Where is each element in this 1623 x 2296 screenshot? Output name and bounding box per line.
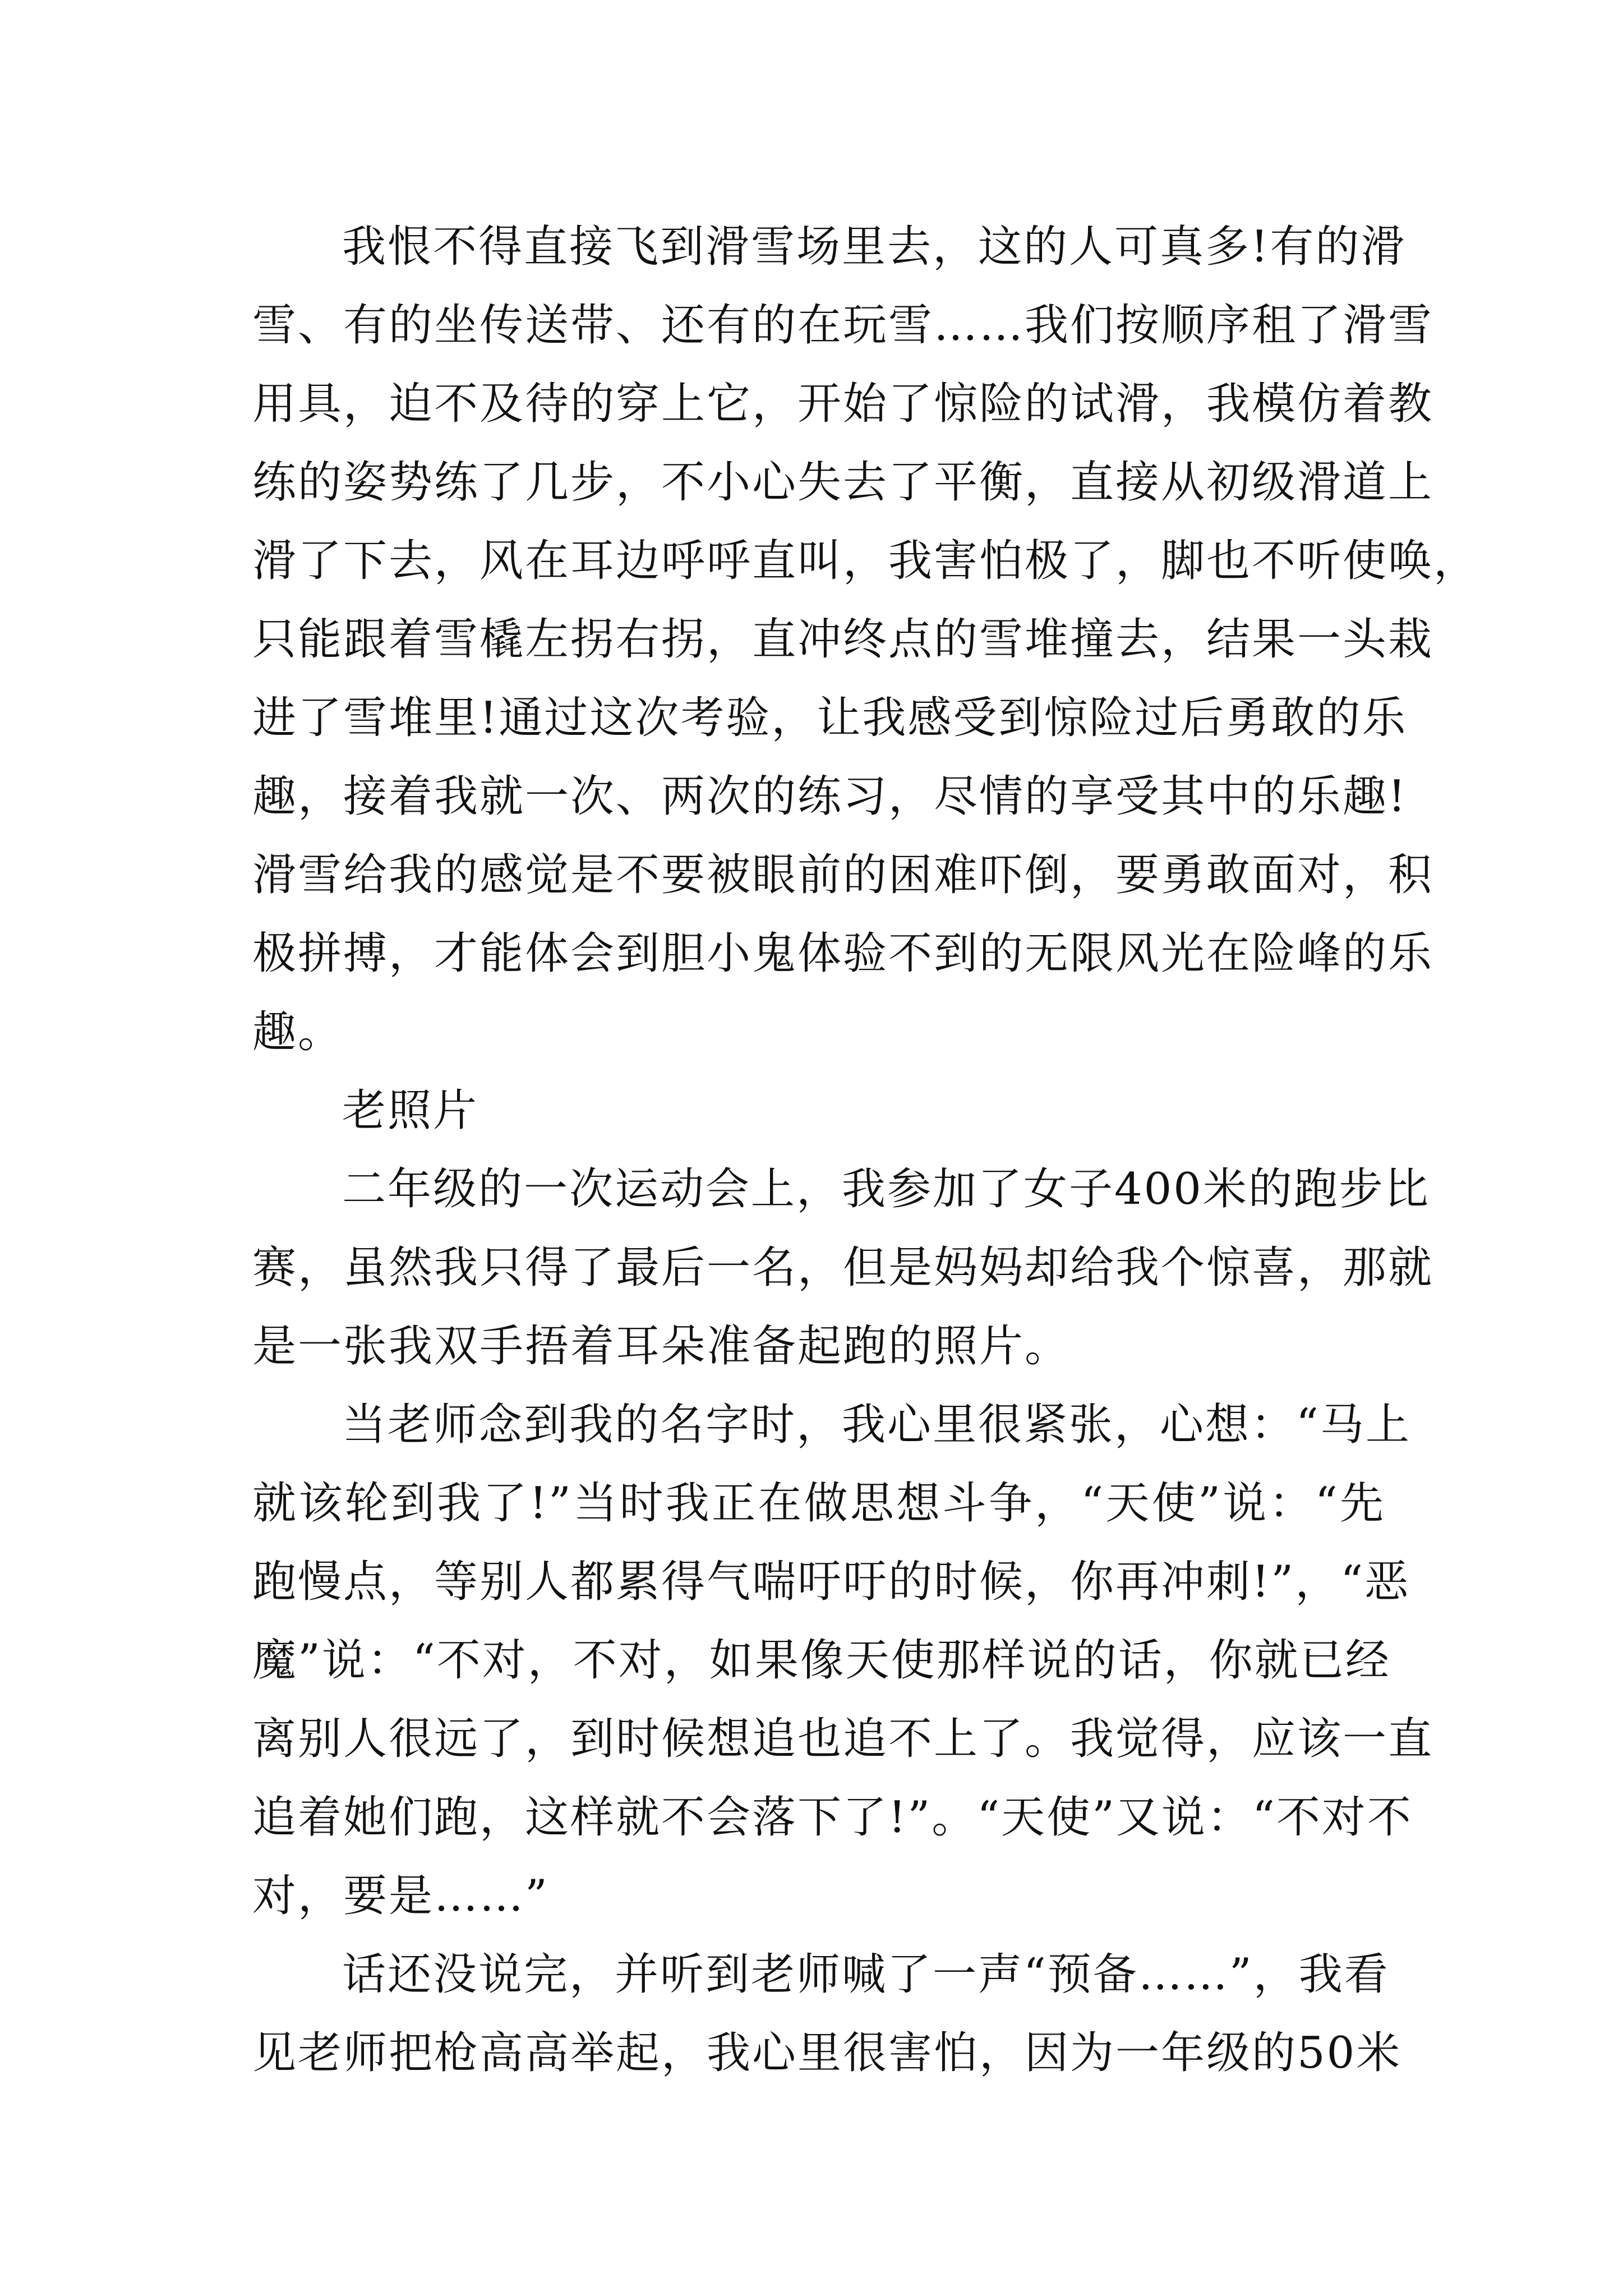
text-line: 是一张我双手捂着耳朵准备起跑的照片。 bbox=[252, 1321, 1071, 1372]
text-line: 进了雪堆里!通过这次考验，让我感受到惊险过后勇敢的乐 bbox=[252, 693, 1408, 743]
text-line: 跑慢点，等别人都累得气喘吁吁的时候，你再冲刺!”，“恶 bbox=[252, 1557, 1410, 1607]
text-line: 趣，接着我就一次、两次的练习，尽情的享受其中的乐趣! bbox=[252, 771, 1408, 822]
section-title: 老照片 bbox=[342, 1085, 479, 1136]
text-line: 练的姿势练了几步，不小心失去了平衡，直接从初级滑道上 bbox=[252, 457, 1434, 508]
text-line: 我恨不得直接飞到滑雪场里去，这的人可真多!有的滑 bbox=[342, 222, 1407, 272]
text-line: 魔”说：“不对，不对，如果像天使那样说的话，你就已经 bbox=[252, 1635, 1391, 1686]
text-line: 离别人很远了，到时候想追也追不上了。我觉得，应该一直 bbox=[252, 1714, 1434, 1764]
text-line: 用具，迫不及待的穿上它，开始了惊险的试滑，我模仿着教 bbox=[252, 379, 1434, 429]
text-line: 雪、有的坐传送带、还有的在玩雪……我们按顺序租了滑雪 bbox=[252, 300, 1434, 351]
paragraph-4 bbox=[252, 1935, 1402, 2092]
text-line: 赛，虽然我只得了最后一名，但是妈妈却给我个惊喜，那就 bbox=[252, 1243, 1434, 1293]
paragraph-2 bbox=[252, 1150, 1434, 1386]
text-line: 追着她们跑，这样就不会落下了!”。“天使”又说：“不对不 bbox=[252, 1792, 1413, 1843]
text-line: 极拼搏，才能体会到胆小鬼体验不到的无限风光在险峰的乐 bbox=[252, 928, 1434, 979]
text-line: 只能跟着雪橇左拐右拐，直冲终点的雪堆撞去，结果一头栽 bbox=[252, 614, 1434, 665]
text-line: 当老师念到我的名字时，我心里很紧张，心想：“马上 bbox=[342, 1400, 1411, 1450]
text-line: 滑雪给我的感觉是不要被眼前的困难吓倒，要勇敢面对，积 bbox=[252, 850, 1434, 900]
text-line: 趣。 bbox=[252, 1007, 344, 1057]
text-line: 对，要是……” bbox=[252, 1871, 549, 1921]
text-line: 见老师把枪高高举起，我心里很害怕，因为一年级的50米 bbox=[252, 2028, 1402, 2078]
text-line: 话还没说完，并听到老师喊了一声“预备……”，我看 bbox=[342, 1949, 1390, 2000]
text-line: 就该轮到我了!”当时我正在做思想斗争，“天使”说：“先 bbox=[252, 1478, 1385, 1529]
document-page bbox=[252, 208, 1479, 2092]
text-line: 滑了下去，风在耳边呼呼直叫，我害怕极了，脚也不听使唤， bbox=[252, 536, 1479, 586]
paragraph-1 bbox=[252, 208, 1479, 1071]
text-line: 二年级的一次运动会上，我参加了女子400米的跑步比 bbox=[342, 1164, 1430, 1214]
paragraph-3 bbox=[252, 1386, 1434, 1935]
